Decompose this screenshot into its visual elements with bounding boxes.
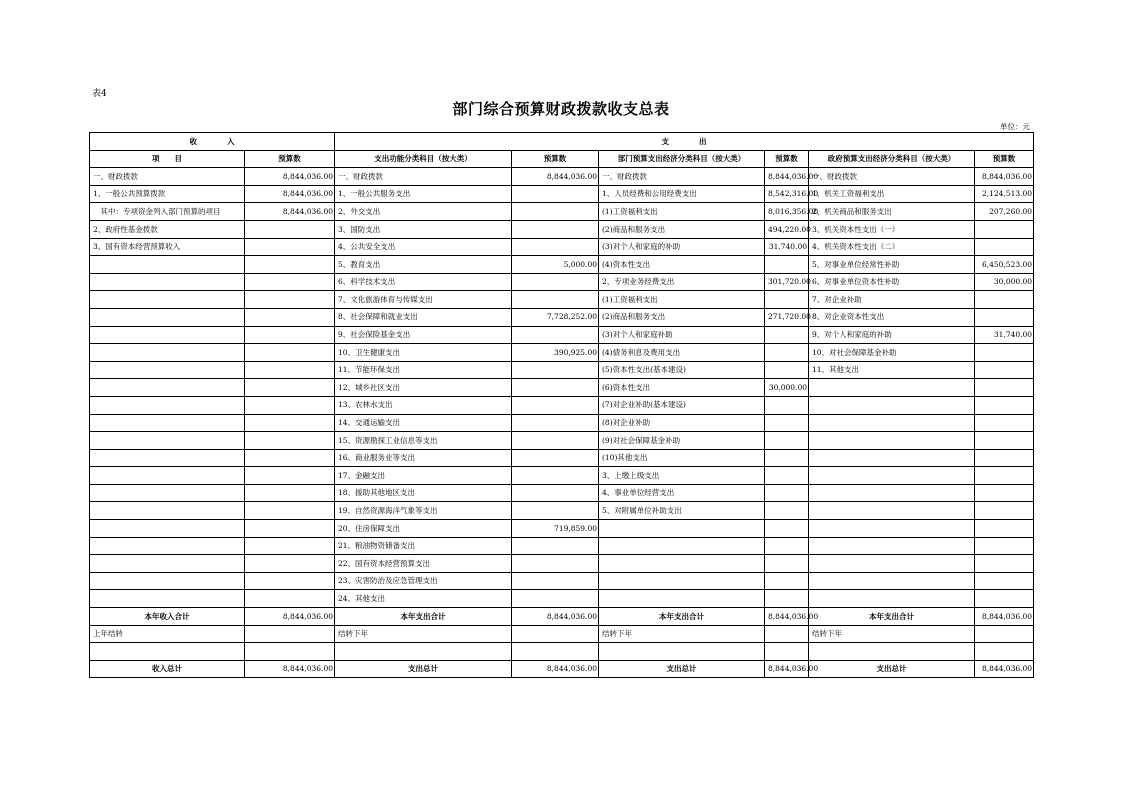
blank-cell <box>599 643 765 661</box>
dept-econ-budget-cell <box>765 361 809 379</box>
income-item-cell <box>90 572 245 590</box>
dept-econ-budget-cell <box>765 590 809 608</box>
year-exp-total-label: 本年支出合计 <box>599 608 765 626</box>
table-tag: 表4 <box>92 89 107 99</box>
income-item-cell <box>90 502 245 520</box>
dept-econ-item-cell: 一、财政拨款 <box>599 168 765 186</box>
blank-cell <box>975 643 1034 661</box>
gov-econ-budget-cell <box>975 379 1034 397</box>
gov-econ-item-cell: 4、机关资本性支出（二） <box>809 238 975 256</box>
income-item-cell <box>90 520 245 538</box>
gov-econ-budget-cell <box>975 555 1034 573</box>
dept-econ-item-cell: (3)对个人和家庭补助 <box>599 326 765 344</box>
col-budget-header: 预算数 <box>975 150 1034 168</box>
dept-econ-item-cell: (1)工资福利支出 <box>599 203 765 221</box>
gov-econ-budget-cell <box>975 414 1034 432</box>
gov-econ-item-cell <box>809 537 975 555</box>
group-header-row <box>90 133 1034 151</box>
gov-econ-budget-cell <box>975 449 1034 467</box>
gov-econ-item-cell <box>809 502 975 520</box>
func-item-cell: 17、金融支出 <box>335 467 512 485</box>
dept-econ-item-cell: 4、事业单位经营支出 <box>599 484 765 502</box>
dept-econ-budget-cell <box>765 467 809 485</box>
dept-econ-budget-cell <box>765 572 809 590</box>
gov-econ-item-cell <box>809 396 975 414</box>
dept-econ-budget-cell <box>765 520 809 538</box>
func-item-cell: 14、交通运输支出 <box>335 414 512 432</box>
func-budget-cell <box>512 379 599 397</box>
func-item-cell: 3、国防支出 <box>335 220 512 238</box>
func-item-cell: 21、粮油物资储备支出 <box>335 537 512 555</box>
income-item-cell <box>90 467 245 485</box>
table-row <box>90 537 1034 555</box>
table-row <box>90 572 1034 590</box>
func-budget-cell <box>512 238 599 256</box>
income-budget-cell <box>245 326 335 344</box>
func-item-cell: 6、科学技术支出 <box>335 273 512 291</box>
func-item-cell: 13、农林水支出 <box>335 396 512 414</box>
grand-income-total-label: 收入总计 <box>90 660 245 678</box>
gov-econ-budget-cell: 30,000.00 <box>975 273 1034 291</box>
func-item-cell: 1、一般公共服务支出 <box>335 185 512 203</box>
income-item-cell <box>90 308 245 326</box>
func-item-cell: 16、商业服务业等支出 <box>335 449 512 467</box>
income-budget-cell <box>245 555 335 573</box>
table-row <box>90 185 1034 203</box>
dept-econ-item-cell: (7)对企业补助(基本建设) <box>599 396 765 414</box>
gov-econ-item-cell <box>809 449 975 467</box>
gov-econ-budget-cell <box>975 590 1034 608</box>
table-row <box>90 238 1034 256</box>
func-budget-cell <box>512 467 599 485</box>
blank-cell <box>512 643 599 661</box>
dept-econ-budget-cell <box>765 326 809 344</box>
func-item-cell: 18、援助其他地区支出 <box>335 484 512 502</box>
col-budget-header: 预算数 <box>512 150 599 168</box>
table-row <box>90 220 1034 238</box>
carry-row <box>90 625 1034 643</box>
income-budget-cell <box>245 502 335 520</box>
dept-econ-budget-cell: 8,844,036.00 <box>765 168 809 186</box>
dept-econ-item-cell: (8)对企业补助 <box>599 414 765 432</box>
income-group-header: 收 入 <box>90 133 335 151</box>
func-budget-cell <box>512 185 599 203</box>
blank-cell <box>765 643 809 661</box>
income-item-cell <box>90 256 245 274</box>
dept-econ-item-cell: 2、专项业务经费支出 <box>599 273 765 291</box>
income-item-cell <box>90 361 245 379</box>
income-budget-cell <box>245 414 335 432</box>
income-budget-cell <box>245 379 335 397</box>
grand-exp-total-func: 8,844,036.00 <box>512 660 599 678</box>
budget-table <box>89 132 1034 678</box>
gov-econ-item-cell: 11、其他支出 <box>809 361 975 379</box>
year-total-row <box>90 608 1034 626</box>
income-budget-cell <box>245 396 335 414</box>
income-budget-cell <box>245 590 335 608</box>
income-budget-cell <box>245 273 335 291</box>
grand-exp-total-label: 支出总计 <box>335 660 512 678</box>
table-row <box>90 273 1034 291</box>
func-item-cell: 23、灾害防治及应急管理支出 <box>335 572 512 590</box>
func-item-cell: 11、节能环保支出 <box>335 361 512 379</box>
income-budget-cell <box>245 238 335 256</box>
year-income-total-value: 8,844,036.00 <box>245 608 335 626</box>
dept-econ-budget-cell: 8,016,356.00 <box>765 203 809 221</box>
dept-econ-budget-cell <box>765 449 809 467</box>
dept-econ-budget-cell <box>765 344 809 362</box>
income-budget-cell <box>245 220 335 238</box>
func-budget-cell: 719,859.00 <box>512 520 599 538</box>
func-budget-cell <box>512 502 599 520</box>
gov-econ-item-cell <box>809 484 975 502</box>
dept-econ-item-cell: (2)商品和服务支出 <box>599 308 765 326</box>
dept-econ-item-cell: (1)工资福利支出 <box>599 291 765 309</box>
next-year-carry-value <box>975 625 1034 643</box>
income-budget-cell: 8,844,036.00 <box>245 185 335 203</box>
gov-econ-item-cell <box>809 467 975 485</box>
func-budget-cell: 7,728,252.00 <box>512 308 599 326</box>
table-row <box>90 256 1034 274</box>
gov-econ-item-cell: 5、对事业单位经常性补助 <box>809 256 975 274</box>
gov-econ-item-cell <box>809 520 975 538</box>
func-budget-cell <box>512 326 599 344</box>
income-item-cell <box>90 484 245 502</box>
dept-econ-item-cell <box>599 520 765 538</box>
dept-econ-budget-cell: 494,220.00 <box>765 220 809 238</box>
dept-econ-item-cell <box>599 537 765 555</box>
dept-econ-budget-cell <box>765 414 809 432</box>
income-item-cell: 1、一般公共预算拨款 <box>90 185 245 203</box>
gov-econ-budget-cell <box>975 220 1034 238</box>
table-row <box>90 168 1034 186</box>
func-item-cell: 24、其他支出 <box>335 590 512 608</box>
gov-econ-budget-cell <box>975 502 1034 520</box>
income-budget-cell <box>245 467 335 485</box>
func-item-cell: 9、社会保险基金支出 <box>335 326 512 344</box>
dept-econ-item-cell: 1、人员经费和公用经费支出 <box>599 185 765 203</box>
income-item-cell <box>90 326 245 344</box>
income-budget-cell <box>245 484 335 502</box>
func-item-cell: 一、财政拨款 <box>335 168 512 186</box>
dept-econ-budget-cell <box>765 537 809 555</box>
dept-econ-item-cell <box>599 572 765 590</box>
col-budget-header: 预算数 <box>765 150 809 168</box>
next-year-carry-label: 结转下年 <box>809 625 975 643</box>
table-row <box>90 432 1034 450</box>
func-item-cell: 12、城乡社区支出 <box>335 379 512 397</box>
func-budget-cell <box>512 537 599 555</box>
gov-econ-budget-cell <box>975 238 1034 256</box>
gov-econ-budget-cell: 6,450,523.00 <box>975 256 1034 274</box>
table-row <box>90 344 1034 362</box>
func-item-cell: 22、国有资本经营预算支出 <box>335 555 512 573</box>
gov-econ-budget-cell <box>975 520 1034 538</box>
gov-econ-item-cell <box>809 572 975 590</box>
grand-exp-total-label: 支出总计 <box>809 660 975 678</box>
dept-econ-item-cell: (9)对社会保障基金补助 <box>599 432 765 450</box>
dept-econ-budget-cell <box>765 432 809 450</box>
col-budget-header: 预算数 <box>245 150 335 168</box>
func-budget-cell <box>512 396 599 414</box>
dept-econ-item-cell: (4)资本性支出 <box>599 256 765 274</box>
func-item-cell: 15、资源勘探工业信息等支出 <box>335 432 512 450</box>
gov-econ-item-cell: 10、对社会保障基金补助 <box>809 344 975 362</box>
blank-row <box>90 643 1034 661</box>
func-item-cell: 10、卫生健康支出 <box>335 344 512 362</box>
func-budget-cell <box>512 590 599 608</box>
func-budget-cell <box>512 361 599 379</box>
dept-econ-item-cell <box>599 590 765 608</box>
table-row <box>90 555 1034 573</box>
func-budget-cell <box>512 414 599 432</box>
gov-econ-budget-cell <box>975 308 1034 326</box>
dept-econ-item-cell: (5)资本性支出(基本建设) <box>599 361 765 379</box>
table-row <box>90 449 1034 467</box>
gov-econ-budget-cell <box>975 484 1034 502</box>
income-budget-cell: 8,844,036.00 <box>245 168 335 186</box>
income-budget-cell <box>245 308 335 326</box>
income-item-cell <box>90 449 245 467</box>
func-item-cell: 20、住房保障支出 <box>335 520 512 538</box>
dept-econ-budget-cell <box>765 484 809 502</box>
func-budget-cell <box>512 203 599 221</box>
dept-econ-budget-cell: 30,000.00 <box>765 379 809 397</box>
table-row <box>90 379 1034 397</box>
dept-econ-item-cell: 3、上缴上级支出 <box>599 467 765 485</box>
func-item-cell: 7、文化旅游体育与传媒支出 <box>335 291 512 309</box>
gov-econ-item-cell: 6、对事业单位资本性补助 <box>809 273 975 291</box>
expense-group-header: 支 出 <box>335 133 1034 151</box>
col-gov-econ-header: 政府预算支出经济分类科目（按大类） <box>809 150 975 168</box>
func-budget-cell: 390,925.00 <box>512 344 599 362</box>
func-budget-cell <box>512 572 599 590</box>
func-item-cell: 4、公共安全支出 <box>335 238 512 256</box>
dept-econ-budget-cell <box>765 256 809 274</box>
income-budget-cell: 8,844,036.00 <box>245 203 335 221</box>
next-year-carry-label: 结转下年 <box>335 625 512 643</box>
dept-econ-item-cell: (3)对个人和家庭的补助 <box>599 238 765 256</box>
gov-econ-item-cell <box>809 432 975 450</box>
gov-econ-budget-cell: 8,844,036.00 <box>975 168 1034 186</box>
col-item-header: 项 目 <box>90 150 245 168</box>
gov-econ-budget-cell <box>975 467 1034 485</box>
func-item-cell: 8、社会保障和就业支出 <box>335 308 512 326</box>
income-item-cell <box>90 396 245 414</box>
func-item-cell: 5、教育支出 <box>335 256 512 274</box>
income-budget-cell <box>245 520 335 538</box>
income-item-cell <box>90 273 245 291</box>
last-year-carry-label: 上年结转 <box>90 625 245 643</box>
next-year-carry-value <box>512 625 599 643</box>
page-title: 部门综合预算财政拨款收支总表 <box>452 100 670 118</box>
dept-econ-item-cell: (4)债务利息及费用支出 <box>599 344 765 362</box>
gov-econ-budget-cell: 2,124,513.00 <box>975 185 1034 203</box>
dept-econ-item-cell: (2)商品和服务支出 <box>599 220 765 238</box>
func-budget-cell <box>512 484 599 502</box>
income-budget-cell <box>245 432 335 450</box>
income-item-cell <box>90 291 245 309</box>
income-item-cell <box>90 432 245 450</box>
income-budget-cell <box>245 537 335 555</box>
table-row <box>90 520 1034 538</box>
grand-total-row <box>90 660 1034 678</box>
table-row <box>90 590 1034 608</box>
dept-econ-budget-cell <box>765 502 809 520</box>
dept-econ-budget-cell: 8,542,316.00 <box>765 185 809 203</box>
dept-econ-budget-cell: 301,720.00 <box>765 273 809 291</box>
func-budget-cell <box>512 449 599 467</box>
income-item-cell <box>90 555 245 573</box>
next-year-carry-value <box>765 625 809 643</box>
func-budget-cell: 8,844,036.00 <box>512 168 599 186</box>
table-row <box>90 502 1034 520</box>
table-row <box>90 308 1034 326</box>
income-item-cell <box>90 537 245 555</box>
dept-econ-item-cell: (10)其他支出 <box>599 449 765 467</box>
gov-econ-budget-cell <box>975 361 1034 379</box>
grand-exp-total-label: 支出总计 <box>599 660 765 678</box>
gov-econ-item-cell: 8、对企业资本性支出 <box>809 308 975 326</box>
blank-cell <box>335 643 512 661</box>
income-item-cell <box>90 590 245 608</box>
table-row <box>90 467 1034 485</box>
dept-econ-budget-cell <box>765 555 809 573</box>
column-header-row <box>90 150 1034 168</box>
func-budget-cell: 5,000.00 <box>512 256 599 274</box>
func-budget-cell <box>512 555 599 573</box>
year-exp-total-func: 8,844,036.00 <box>512 608 599 626</box>
year-exp-total-dept: 8,844,036.00 <box>765 608 809 626</box>
last-year-carry-value <box>245 625 335 643</box>
dept-econ-budget-cell: 271,720.00 <box>765 308 809 326</box>
gov-econ-item-cell: 3、机关资本性支出（一） <box>809 220 975 238</box>
col-dept-econ-header: 部门预算支出经济分类科目（按大类） <box>599 150 765 168</box>
income-item-cell: 一、财政拨款 <box>90 168 245 186</box>
func-budget-cell <box>512 291 599 309</box>
gov-econ-item-cell: 9、对个人和家庭的补助 <box>809 326 975 344</box>
gov-econ-budget-cell <box>975 537 1034 555</box>
func-budget-cell <box>512 220 599 238</box>
func-budget-cell <box>512 432 599 450</box>
table-row <box>90 361 1034 379</box>
year-exp-total-gov: 8,844,036.00 <box>975 608 1034 626</box>
gov-econ-budget-cell: 207,260.00 <box>975 203 1034 221</box>
income-budget-cell <box>245 361 335 379</box>
gov-econ-budget-cell <box>975 344 1034 362</box>
func-item-cell: 2、外交支出 <box>335 203 512 221</box>
gov-econ-item-cell: 1、机关工资福利支出 <box>809 185 975 203</box>
col-func-header: 支出功能分类科目（按大类） <box>335 150 512 168</box>
grand-exp-total-gov: 8,844,036.00 <box>975 660 1034 678</box>
income-item-cell: 其中：专项资金列入部门预算的项目 <box>90 203 245 221</box>
gov-econ-item-cell <box>809 555 975 573</box>
gov-econ-item-cell <box>809 590 975 608</box>
gov-econ-item-cell <box>809 414 975 432</box>
year-exp-total-label: 本年支出合计 <box>335 608 512 626</box>
gov-econ-item-cell: 7、对企业补助 <box>809 291 975 309</box>
table-row <box>90 414 1034 432</box>
income-item-cell <box>90 379 245 397</box>
gov-econ-item-cell: 一、财政拨款 <box>809 168 975 186</box>
table-row <box>90 396 1034 414</box>
blank-cell <box>90 643 245 661</box>
gov-econ-budget-cell: 31,740.00 <box>975 326 1034 344</box>
income-budget-cell <box>245 291 335 309</box>
income-item-cell: 2、政府性基金拨款 <box>90 220 245 238</box>
income-budget-cell <box>245 572 335 590</box>
year-exp-total-label: 本年支出合计 <box>809 608 975 626</box>
table-row <box>90 203 1034 221</box>
next-year-carry-label: 结转下年 <box>599 625 765 643</box>
gov-econ-budget-cell <box>975 396 1034 414</box>
dept-econ-item-cell: (6)资本性支出 <box>599 379 765 397</box>
blank-cell <box>809 643 975 661</box>
income-item-cell <box>90 344 245 362</box>
func-item-cell: 19、自然资源海洋气象等支出 <box>335 502 512 520</box>
table-row <box>90 484 1034 502</box>
gov-econ-budget-cell <box>975 572 1034 590</box>
table-row <box>90 326 1034 344</box>
dept-econ-budget-cell <box>765 396 809 414</box>
income-budget-cell <box>245 344 335 362</box>
gov-econ-item-cell: 2、机关商品和服务支出 <box>809 203 975 221</box>
dept-econ-budget-cell <box>765 291 809 309</box>
dept-econ-budget-cell: 31,740.00 <box>765 238 809 256</box>
gov-econ-budget-cell <box>975 291 1034 309</box>
grand-income-total-value: 8,844,036.00 <box>245 660 335 678</box>
income-budget-cell <box>245 449 335 467</box>
dept-econ-item-cell: 5、对附属单位补助支出 <box>599 502 765 520</box>
grand-exp-total-dept: 8,844,036.00 <box>765 660 809 678</box>
unit-label: 单位：元 <box>1000 122 1030 131</box>
gov-econ-budget-cell <box>975 432 1034 450</box>
year-income-total-label: 本年收入合计 <box>90 608 245 626</box>
func-budget-cell <box>512 273 599 291</box>
income-budget-cell <box>245 256 335 274</box>
income-item-cell <box>90 414 245 432</box>
gov-econ-item-cell <box>809 379 975 397</box>
table-row <box>90 291 1034 309</box>
blank-cell <box>245 643 335 661</box>
income-item-cell: 3、国有资本经营预算收入 <box>90 238 245 256</box>
dept-econ-item-cell <box>599 555 765 573</box>
